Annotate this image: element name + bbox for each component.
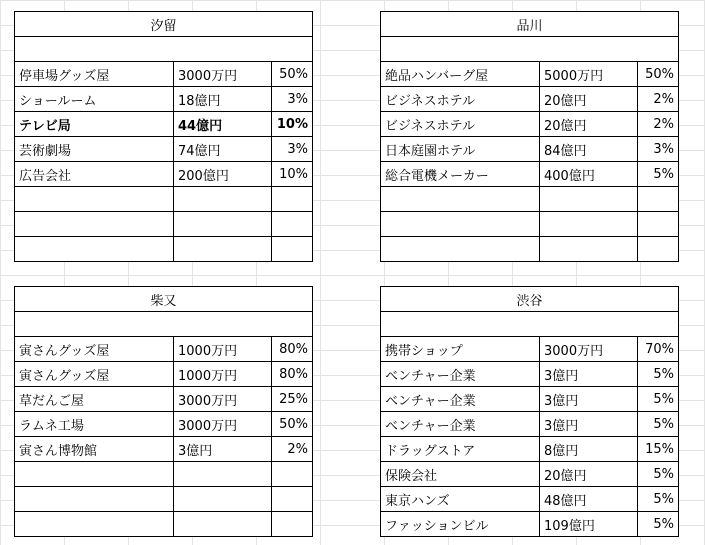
name-cell[interactable]: 停車場グッズ屋	[15, 62, 174, 87]
amount-cell[interactable]: 3億円	[540, 387, 638, 412]
name-cell[interactable]: 保険会社	[381, 462, 540, 487]
percent-cell[interactable]: 2%	[272, 437, 313, 462]
table-row	[15, 137, 313, 162]
block-title[interactable]: 汐留	[15, 12, 313, 37]
amount-cell[interactable]: 400億円	[540, 162, 638, 187]
percent-cell[interactable]: 5%	[638, 487, 679, 512]
name-cell[interactable]	[15, 237, 174, 262]
table-row	[381, 187, 679, 212]
percent-cell[interactable]: 5%	[638, 387, 679, 412]
name-cell[interactable]: 東京ハンズ	[381, 487, 540, 512]
table-row	[381, 237, 679, 262]
table-row	[381, 462, 679, 487]
name-cell[interactable]	[15, 512, 174, 537]
table-row	[15, 487, 313, 512]
name-cell[interactable]	[381, 212, 540, 237]
amount-cell[interactable]: 20億円	[540, 87, 638, 112]
amount-cell[interactable]: 84億円	[540, 137, 638, 162]
amount-cell[interactable]: 44億円	[174, 112, 272, 137]
percent-cell[interactable]	[272, 187, 313, 212]
table-row	[15, 362, 313, 387]
table-row	[15, 462, 313, 487]
name-cell[interactable]: 携帯ショップ	[381, 337, 540, 362]
amount-cell[interactable]: 3000万円	[174, 387, 272, 412]
percent-cell[interactable]	[272, 237, 313, 262]
table-row	[15, 437, 313, 462]
table-row	[381, 487, 679, 512]
block-title[interactable]: 渋谷	[381, 287, 679, 312]
table-row	[15, 337, 313, 362]
name-cell[interactable]: 日本庭園ホテル	[381, 137, 540, 162]
percent-cell[interactable]: 25%	[272, 387, 313, 412]
percent-cell[interactable]: 10%	[272, 162, 313, 187]
percent-cell[interactable]: 70%	[638, 337, 679, 362]
amount-cell[interactable]	[174, 462, 272, 487]
percent-cell[interactable]: 5%	[638, 512, 679, 537]
table-row	[15, 187, 313, 212]
percent-cell[interactable]	[638, 187, 679, 212]
percent-cell[interactable]	[272, 512, 313, 537]
table-row	[381, 212, 679, 237]
percent-cell[interactable]: 5%	[638, 412, 679, 437]
amount-cell[interactable]: 3000万円	[174, 62, 272, 87]
percent-cell[interactable]: 5%	[638, 462, 679, 487]
amount-cell[interactable]	[174, 237, 272, 262]
name-cell[interactable]: ベンチャー企業	[381, 362, 540, 387]
amount-cell[interactable]: 20億円	[540, 462, 638, 487]
percent-cell[interactable]	[638, 237, 679, 262]
percent-cell[interactable]: 2%	[638, 112, 679, 137]
amount-cell[interactable]: 48億円	[540, 487, 638, 512]
amount-cell[interactable]	[540, 237, 638, 262]
name-cell[interactable]	[381, 237, 540, 262]
amount-cell[interactable]	[174, 512, 272, 537]
table-row	[381, 362, 679, 387]
name-cell[interactable]: 寅さんグッズ屋	[15, 362, 174, 387]
table-row	[15, 87, 313, 112]
amount-cell[interactable]: 3000万円	[540, 337, 638, 362]
table-row	[381, 512, 679, 537]
percent-cell[interactable]	[638, 212, 679, 237]
percent-cell[interactable]	[272, 462, 313, 487]
amount-cell[interactable]: 109億円	[540, 512, 638, 537]
percent-cell[interactable]: 80%	[272, 362, 313, 387]
percent-cell[interactable]: 3%	[638, 137, 679, 162]
name-cell[interactable]: ファッションビル	[381, 512, 540, 537]
name-cell[interactable]: ドラッグストア	[381, 437, 540, 462]
percent-cell[interactable]: 5%	[638, 162, 679, 187]
table-row	[381, 412, 679, 437]
table-row	[15, 212, 313, 237]
amount-cell[interactable]	[174, 187, 272, 212]
name-cell[interactable]: 総合電機メーカー	[381, 162, 540, 187]
amount-cell[interactable]: 1000万円	[174, 362, 272, 387]
name-cell[interactable]: 絶品ハンバーグ屋	[381, 62, 540, 87]
percent-cell[interactable]: 50%	[638, 62, 679, 87]
amount-cell[interactable]	[540, 187, 638, 212]
amount-cell[interactable]: 20億円	[540, 112, 638, 137]
table-row	[15, 237, 313, 262]
percent-cell[interactable]: 10%	[272, 112, 313, 137]
block-title[interactable]: 品川	[381, 12, 679, 37]
table-row	[15, 512, 313, 537]
amount-cell[interactable]: 3000万円	[174, 412, 272, 437]
percent-cell[interactable]: 5%	[638, 362, 679, 387]
percent-cell[interactable]	[272, 212, 313, 237]
table-row	[381, 337, 679, 362]
name-cell[interactable]: ショールーム	[15, 87, 174, 112]
amount-cell[interactable]: 74億円	[174, 137, 272, 162]
empty-cell[interactable]	[15, 312, 313, 337]
amount-cell[interactable]	[174, 212, 272, 237]
empty-cell[interactable]	[15, 37, 313, 62]
name-cell[interactable]	[15, 462, 174, 487]
table-row	[381, 137, 679, 162]
table-row	[381, 62, 679, 87]
percent-cell[interactable]: 50%	[272, 62, 313, 87]
table-row	[381, 112, 679, 137]
station-block-shinagawa	[380, 11, 679, 262]
percent-cell[interactable]: 80%	[272, 337, 313, 362]
amount-cell[interactable]	[540, 212, 638, 237]
name-cell[interactable]: テレビ局	[15, 112, 174, 137]
name-cell[interactable]	[15, 187, 174, 212]
empty-cell[interactable]	[381, 37, 679, 62]
amount-cell[interactable]: 5000万円	[540, 62, 638, 87]
amount-cell[interactable]: 1000万円	[174, 337, 272, 362]
amount-cell[interactable]: 8億円	[540, 437, 638, 462]
name-cell[interactable]: ベンチャー企業	[381, 412, 540, 437]
percent-cell[interactable]	[272, 487, 313, 512]
empty-cell[interactable]	[381, 312, 679, 337]
station-block-shibuya	[380, 286, 679, 537]
table-row	[15, 62, 313, 87]
amount-cell[interactable]: 18億円	[174, 87, 272, 112]
table-row	[15, 412, 313, 437]
percent-cell[interactable]: 50%	[272, 412, 313, 437]
name-cell[interactable]: 寅さんグッズ屋	[15, 337, 174, 362]
percent-cell[interactable]: 3%	[272, 87, 313, 112]
name-cell[interactable]: 芸術劇場	[15, 137, 174, 162]
block-title[interactable]: 柴又	[15, 287, 313, 312]
table-row	[381, 437, 679, 462]
name-cell[interactable]	[381, 187, 540, 212]
name-cell[interactable]: 草だんご屋	[15, 387, 174, 412]
name-cell[interactable]: ラムネ工場	[15, 412, 174, 437]
name-cell[interactable]: ベンチャー企業	[381, 387, 540, 412]
amount-cell[interactable]: 3億円	[540, 412, 638, 437]
amount-cell[interactable]	[174, 487, 272, 512]
table-row	[15, 162, 313, 187]
table-row	[381, 87, 679, 112]
amount-cell[interactable]: 3億円	[540, 362, 638, 387]
table-row	[381, 162, 679, 187]
name-cell[interactable]: ビジネスホテル	[381, 112, 540, 137]
name-cell[interactable]	[15, 487, 174, 512]
percent-cell[interactable]: 2%	[638, 87, 679, 112]
amount-cell[interactable]: 3億円	[174, 437, 272, 462]
table-row	[15, 112, 313, 137]
name-cell[interactable]: ビジネスホテル	[381, 87, 540, 112]
name-cell[interactable]: 広告会社	[15, 162, 174, 187]
percent-cell[interactable]: 15%	[638, 437, 679, 462]
percent-cell[interactable]: 3%	[272, 137, 313, 162]
name-cell[interactable]: 寅さん博物館	[15, 437, 174, 462]
table-row	[381, 387, 679, 412]
amount-cell[interactable]: 200億円	[174, 162, 272, 187]
station-block-shibamata	[14, 286, 313, 537]
name-cell[interactable]	[15, 212, 174, 237]
station-block-shiodome	[14, 11, 313, 262]
table-row	[15, 387, 313, 412]
